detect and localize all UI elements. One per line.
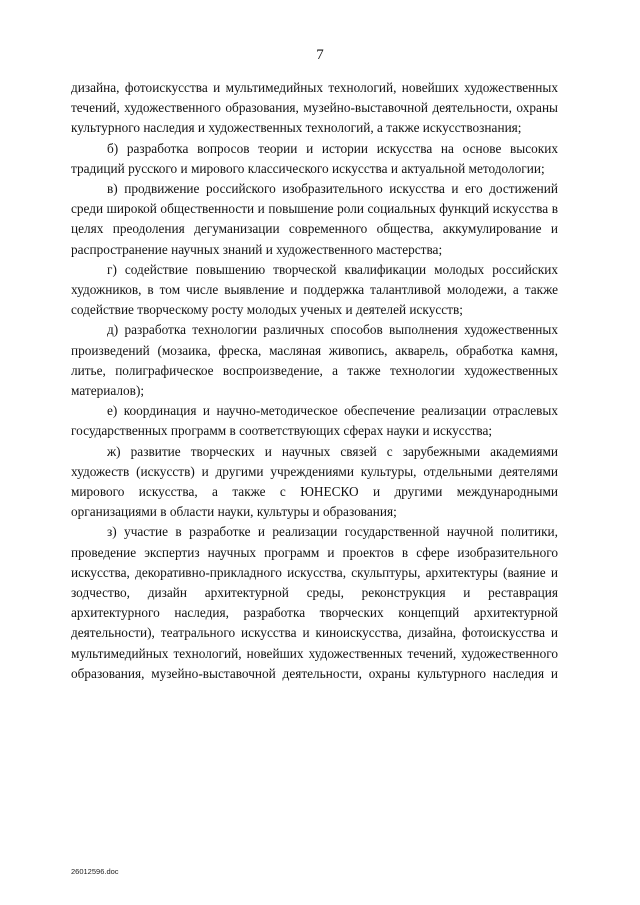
page-number: 7 — [316, 47, 324, 63]
paragraph-item-d: д) разработка технологии различных способов выполнения художественных произведений (мозаика, фреска, масляная живопись, акварель, обработка камня, литье, полиграфическое воспроизведение, а также технологии художественных материалов); — [71, 322, 558, 399]
paragraph-item-zh: ж) развитие творческих и научных связей с зарубежными академиями художеств (искусств) и другими учреждениями культуры, отдельными деятелями мирового искусства, а также с ЮНЕСКО и другими международными организациями в области науки, культуры и образования; — [71, 443, 558, 520]
paragraph-continuation: дизайна, фотоискусства и мультимедийных технологий, новейших художественных течений, художественного образования, музейно-выставочной деятельности, охраны культурного наследия и художественных технологий, а также искусствознания; — [71, 80, 558, 136]
footer-filename: 26012596.doc — [71, 867, 119, 876]
paragraph-item-g: г) содействие повышению творческой квалификации молодых российских художников, в том числе выявление и поддержка талантливой молодежи, а также содействие творческому росту молодых ученых и деятелей искусств; — [71, 261, 558, 318]
paragraph-item-e: е) координация и научно-методическое обеспечение реализации отраслевых государственных программ в соответствующих сферах науки и искусства; — [71, 403, 558, 439]
paragraph-item-b: б) разработка вопросов теории и истории искусства на основе высоких традиций русского и мирового классического искусства и актуальной методологии; — [71, 140, 558, 176]
paragraph-item-v: в) продвижение российского изобразительного искусства и его достижений среди широкой общественности и повышение роли социальных функций искусства в целях преодоления дегуманизации современного общества, аккумулирование и распространение научных знаний и художественного мастерства; — [71, 181, 558, 257]
paragraph-item-z: з) участие в разработке и реализации государственной научной политики, проведение экспертиз научных программ и проектов в сфере изобразительного искусства, декоративно-прикладного искусства, скульптуры, архитектуры (ваяние и зодчество, дизайн архитектурной среды, реконструкция и реставрация архитектурного наследия, разработка творческих концепций архитектурной деятельности), театрального искусства и киноискусства, дизайна, фотоискусства и мультимедийных технологий, новейших художественных течений, художественного образования, музейно-выставочной деятельности, охраны культурного наследия и — [71, 524, 558, 681]
document-body — [71, 78, 558, 684]
